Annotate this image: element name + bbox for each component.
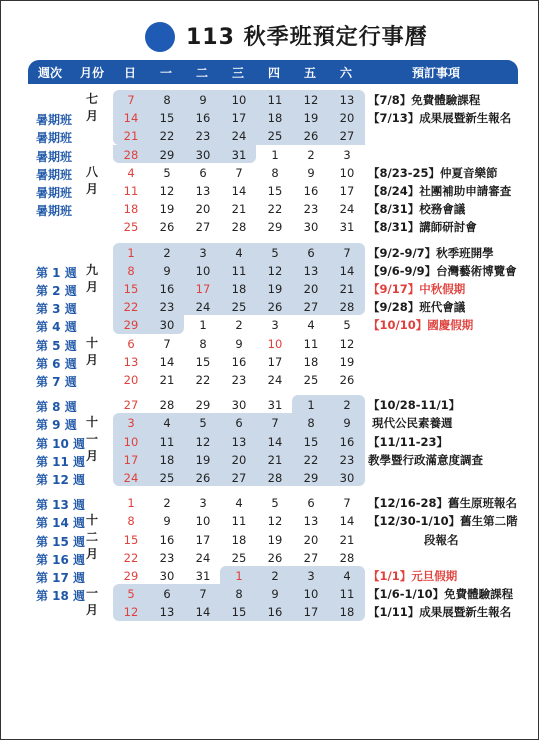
day-cell: 18 xyxy=(123,202,139,217)
day-cell: 7 xyxy=(163,336,171,351)
day-cell: 22 xyxy=(195,373,211,387)
day-cell: 21 xyxy=(339,532,355,547)
header-day: 日 xyxy=(124,66,137,80)
week-label: 暑期班 xyxy=(36,113,73,128)
header-day: 六 xyxy=(340,66,353,80)
day-cell: 25 xyxy=(123,220,139,235)
day-cell: 11 xyxy=(231,263,247,278)
day-cell: 4 xyxy=(235,245,243,260)
day-cell: 22 xyxy=(123,300,139,315)
day-cell: 13 xyxy=(195,184,211,198)
event-item: 【9/6-9/9】台灣藝術博覽會 xyxy=(368,263,517,278)
day-cell: 1 xyxy=(235,569,243,583)
day-cell: 16 xyxy=(267,605,283,620)
day-cell: 1 xyxy=(127,245,135,260)
week-label: 第 8 週 xyxy=(36,400,77,415)
day-cell: 19 xyxy=(339,354,355,369)
day-cell: 2 xyxy=(307,147,315,162)
day-cell: 1 xyxy=(199,318,207,333)
day-cell: 26 xyxy=(339,373,355,387)
day-cell: 3 xyxy=(343,147,351,162)
day-cell: 13 xyxy=(123,354,139,369)
day-cell: 22 xyxy=(303,452,319,467)
header-month: 月份 xyxy=(80,66,105,80)
event-item: 【8/31】講師研討會 xyxy=(368,220,477,235)
day-cell: 15 xyxy=(123,282,139,296)
week-label: 第 2 週 xyxy=(36,284,77,298)
day-cell: 19 xyxy=(303,111,319,126)
day-cell: 10 xyxy=(267,336,283,351)
day-cell: 25 xyxy=(303,373,319,387)
day-cell: 11 xyxy=(339,587,355,602)
day-cell: 31 xyxy=(339,220,355,235)
day-cell: 12 xyxy=(195,434,211,449)
event-item: 【8/23-25】仲夏音樂節 xyxy=(368,165,498,180)
header-day: 四 xyxy=(268,66,281,80)
day-cell: 30 xyxy=(195,147,211,162)
day-cell: 22 xyxy=(159,129,175,144)
event-item: 【1/11】成果展暨新生報名 xyxy=(368,605,512,620)
day-cell: 29 xyxy=(303,471,319,485)
week-label: 暑期班 xyxy=(36,167,73,182)
header-day: 三 xyxy=(232,66,245,80)
day-cell: 16 xyxy=(303,184,319,198)
day-cell: 8 xyxy=(307,416,315,431)
day-cell: 7 xyxy=(127,93,135,107)
day-cell: 20 xyxy=(123,373,139,387)
day-cell: 14 xyxy=(267,434,283,449)
day-cell: 23 xyxy=(159,300,175,315)
page-title: 113 秋季班預定行事曆 xyxy=(186,25,428,50)
week-label: 第 18 週 xyxy=(36,589,86,604)
day-cell: 14 xyxy=(159,354,175,369)
day-cell: 23 xyxy=(303,202,319,217)
day-cell: 26 xyxy=(303,129,319,144)
header-day: 一 xyxy=(160,66,173,80)
day-cell: 22 xyxy=(267,202,283,217)
event-item: 【9/2-9/7】秋季班開學 xyxy=(368,245,494,260)
day-cell: 8 xyxy=(163,93,171,107)
week-label: 第 15 週 xyxy=(36,534,86,549)
day-cell: 2 xyxy=(235,318,243,333)
day-cell: 18 xyxy=(303,354,319,369)
day-cell: 27 xyxy=(231,471,247,485)
day-cell: 24 xyxy=(339,202,355,217)
day-cell: 25 xyxy=(231,300,247,315)
day-cell: 21 xyxy=(159,373,175,387)
header-day: 五 xyxy=(304,66,317,80)
day-cell: 13 xyxy=(159,605,175,620)
day-cell: 1 xyxy=(127,496,135,511)
day-cell: 3 xyxy=(199,245,207,260)
week-label: 第 7 週 xyxy=(36,375,77,389)
day-cell: 8 xyxy=(235,587,243,602)
day-cell: 12 xyxy=(339,336,355,351)
day-cell: 29 xyxy=(267,220,283,235)
week-label: 第 13 週 xyxy=(36,498,86,513)
day-cell: 4 xyxy=(235,496,243,511)
day-cell: 31 xyxy=(267,398,283,413)
day-cell: 3 xyxy=(271,318,279,333)
day-cell: 20 xyxy=(303,532,319,547)
day-cell: 28 xyxy=(231,220,247,235)
event-item: 【7/8】免費體驗課程 xyxy=(368,93,481,107)
day-cell: 2 xyxy=(163,245,171,260)
week-label: 暑期班 xyxy=(36,131,73,146)
event-item: 【11/11-23】 xyxy=(368,434,448,449)
day-cell: 9 xyxy=(199,93,207,107)
day-cell: 5 xyxy=(199,416,207,431)
day-cell: 4 xyxy=(343,569,351,583)
day-cell: 17 xyxy=(231,111,247,126)
day-cell: 14 xyxy=(123,111,139,126)
day-cell: 21 xyxy=(339,282,355,296)
day-cell: 16 xyxy=(339,434,355,449)
day-cell: 12 xyxy=(123,605,139,620)
day-cell: 30 xyxy=(231,398,247,413)
day-cell: 23 xyxy=(339,452,355,467)
day-cell: 15 xyxy=(303,434,319,449)
day-cell: 2 xyxy=(271,569,279,583)
day-cell: 11 xyxy=(231,514,247,529)
day-cell: 18 xyxy=(231,532,247,547)
day-cell: 10 xyxy=(303,587,319,602)
day-cell: 30 xyxy=(339,471,355,485)
day-cell: 9 xyxy=(235,336,243,351)
day-cell: 21 xyxy=(123,129,139,144)
day-cell: 6 xyxy=(127,336,135,351)
day-cell: 17 xyxy=(195,282,211,296)
day-cell: 21 xyxy=(267,452,283,467)
day-cell: 22 xyxy=(123,550,139,565)
day-cell: 7 xyxy=(235,165,243,180)
day-cell: 27 xyxy=(303,300,319,315)
week-label: 第 5 週 xyxy=(36,338,77,353)
day-cell: 10 xyxy=(195,514,211,529)
day-cell: 28 xyxy=(339,300,355,315)
day-cell: 6 xyxy=(235,416,243,431)
day-cell: 19 xyxy=(159,202,175,217)
day-cell: 10 xyxy=(339,165,355,180)
day-cell: 31 xyxy=(195,569,211,583)
month-label: 一月 xyxy=(85,586,98,618)
day-cell: 19 xyxy=(267,282,283,296)
week-label: 第 4 週 xyxy=(36,320,77,335)
day-cell: 17 xyxy=(195,532,211,547)
day-cell: 6 xyxy=(163,587,171,602)
day-cell: 29 xyxy=(123,318,139,333)
day-cell: 6 xyxy=(307,496,315,511)
day-cell: 24 xyxy=(195,300,211,315)
day-cell: 4 xyxy=(127,165,135,180)
day-cell: 3 xyxy=(307,569,315,583)
day-cell: 19 xyxy=(195,452,211,467)
day-cell: 3 xyxy=(199,496,207,511)
day-cell: 4 xyxy=(163,416,171,431)
event-item: 【7/13】成果展暨新生報名 xyxy=(368,111,512,126)
day-cell: 14 xyxy=(339,263,355,278)
day-cell: 27 xyxy=(195,220,211,235)
day-cell: 15 xyxy=(267,184,283,198)
header-events: 預訂事項 xyxy=(412,66,461,80)
day-cell: 8 xyxy=(271,165,279,180)
day-cell: 28 xyxy=(339,550,355,565)
day-cell: 27 xyxy=(339,129,355,144)
week-label: 暑期班 xyxy=(36,204,73,219)
day-cell: 26 xyxy=(195,471,211,485)
day-cell: 9 xyxy=(163,263,171,278)
day-cell: 23 xyxy=(159,550,175,565)
month-label: 七月 xyxy=(85,92,98,123)
day-cell: 27 xyxy=(303,550,319,565)
day-cell: 1 xyxy=(307,398,315,413)
week-label: 第 1 週 xyxy=(36,265,77,280)
day-cell: 14 xyxy=(231,184,247,198)
day-cell: 25 xyxy=(267,129,283,144)
header-day: 二 xyxy=(196,66,209,80)
day-cell: 11 xyxy=(303,336,319,351)
day-cell: 5 xyxy=(127,587,135,602)
day-cell: 13 xyxy=(303,514,319,529)
day-cell: 16 xyxy=(159,532,175,547)
day-cell: 13 xyxy=(303,263,319,278)
day-cell: 7 xyxy=(199,587,207,602)
week-label: 第 11 週 xyxy=(36,454,86,469)
event-item: 【1/1】元旦假期 xyxy=(368,569,458,583)
day-cell: 7 xyxy=(271,416,279,431)
day-cell: 25 xyxy=(231,550,247,565)
day-cell: 24 xyxy=(123,471,139,485)
day-cell: 16 xyxy=(195,111,211,126)
event-item: 【9/17】中秋假期 xyxy=(368,282,466,296)
day-cell: 9 xyxy=(271,587,279,602)
day-cell: 7 xyxy=(343,245,351,260)
event-item: 段報名 xyxy=(368,532,459,547)
day-cell: 6 xyxy=(307,245,315,260)
day-cell: 6 xyxy=(199,165,207,180)
day-cell: 30 xyxy=(303,220,319,235)
day-cell: 12 xyxy=(303,93,319,107)
day-cell: 17 xyxy=(303,605,319,620)
day-cell: 26 xyxy=(159,220,175,235)
day-cell: 5 xyxy=(163,165,171,180)
day-cell: 16 xyxy=(231,354,247,369)
day-cell: 17 xyxy=(267,354,283,369)
day-cell: 18 xyxy=(159,452,175,467)
day-cell: 18 xyxy=(267,111,283,126)
day-cell: 12 xyxy=(159,184,175,198)
week-label: 第 14 週 xyxy=(36,516,86,531)
day-cell: 23 xyxy=(231,373,247,387)
day-cell: 20 xyxy=(303,282,319,296)
event-item: 【12/16-28】舊生原班報名 xyxy=(368,496,517,511)
event-item: 【12/30-1/10】舊生第二階 xyxy=(368,514,518,529)
day-cell: 9 xyxy=(307,165,315,180)
day-cell: 15 xyxy=(159,111,175,126)
week-label: 暑期班 xyxy=(36,186,73,200)
day-cell: 20 xyxy=(231,452,247,467)
week-label: 第 6 週 xyxy=(36,356,77,371)
day-cell: 9 xyxy=(343,416,351,431)
day-cell: 14 xyxy=(195,605,211,620)
day-cell: 2 xyxy=(343,398,351,413)
event-item: 【10/28-11/1】 xyxy=(368,398,461,413)
day-cell: 5 xyxy=(271,245,279,260)
day-cell: 13 xyxy=(231,434,247,449)
day-cell: 24 xyxy=(267,373,283,387)
event-item: 【8/31】校務會議 xyxy=(368,202,466,217)
header-week: 週次 xyxy=(38,66,63,80)
day-cell: 17 xyxy=(339,184,355,198)
day-cell: 5 xyxy=(343,318,351,333)
day-cell: 29 xyxy=(123,569,139,583)
week-label: 第 10 週 xyxy=(36,436,86,451)
day-cell: 8 xyxy=(199,336,207,351)
day-cell: 13 xyxy=(339,93,355,107)
day-cell: 18 xyxy=(231,282,247,296)
day-cell: 30 xyxy=(159,569,175,583)
day-cell: 10 xyxy=(231,93,247,107)
week-label: 第 17 週 xyxy=(36,571,86,585)
event-item: 現代公民素養週 xyxy=(368,416,453,431)
day-cell: 28 xyxy=(267,471,283,485)
week-label: 第 9 週 xyxy=(36,418,77,433)
week-label: 第 12 週 xyxy=(36,473,86,487)
day-cell: 26 xyxy=(267,550,283,565)
day-cell: 15 xyxy=(123,532,139,547)
day-cell: 20 xyxy=(339,111,355,126)
day-cell: 25 xyxy=(159,471,175,485)
day-cell: 9 xyxy=(163,514,171,529)
event-item: 【1/6-1/10】免費體驗課程 xyxy=(368,587,514,602)
day-cell: 19 xyxy=(267,532,283,547)
day-cell: 12 xyxy=(267,514,283,529)
day-cell: 2 xyxy=(163,496,171,511)
day-cell: 24 xyxy=(231,129,247,144)
day-cell: 10 xyxy=(123,434,139,449)
day-cell: 28 xyxy=(123,147,139,162)
event-item: 【8/24】社團補助申請審查 xyxy=(368,184,512,198)
day-cell: 8 xyxy=(127,263,135,278)
month-label: 八月 xyxy=(85,164,98,196)
day-cell: 26 xyxy=(267,300,283,315)
week-label: 第 3 週 xyxy=(36,302,77,317)
day-cell: 11 xyxy=(123,184,139,198)
month-label: 九月 xyxy=(85,262,98,294)
day-cell: 5 xyxy=(271,496,279,511)
day-cell: 11 xyxy=(159,434,175,449)
day-cell: 15 xyxy=(195,354,211,369)
event-item: 【10/10】國慶假期 xyxy=(368,318,474,333)
day-cell: 28 xyxy=(159,398,175,413)
title-dot-icon xyxy=(145,22,175,52)
day-cell: 11 xyxy=(267,93,283,107)
day-cell: 29 xyxy=(195,398,211,413)
day-cell: 10 xyxy=(195,263,211,278)
day-cell: 23 xyxy=(195,129,211,144)
day-cell: 30 xyxy=(159,318,175,333)
day-cell: 27 xyxy=(123,398,139,413)
day-cell: 18 xyxy=(339,605,355,620)
day-cell: 31 xyxy=(231,147,247,162)
day-cell: 15 xyxy=(231,605,247,620)
day-cell: 3 xyxy=(127,416,135,431)
day-cell: 21 xyxy=(231,202,247,217)
event-item: 教學暨行政滿意度調查 xyxy=(368,452,483,467)
event-item: 【9/28】班代會議 xyxy=(368,300,466,315)
month-label: 十二月 xyxy=(85,513,98,562)
day-cell: 17 xyxy=(123,452,139,467)
day-cell: 4 xyxy=(307,318,315,333)
day-cell: 14 xyxy=(339,514,355,529)
day-cell: 1 xyxy=(271,147,279,162)
day-cell: 20 xyxy=(195,202,211,217)
day-cell: 8 xyxy=(127,514,135,529)
week-label: 暑期班 xyxy=(36,149,73,164)
month-label: 十一月 xyxy=(85,415,98,464)
day-cell: 7 xyxy=(343,496,351,511)
month-label: 十月 xyxy=(85,335,98,367)
day-cell: 16 xyxy=(159,282,175,296)
week-label: 第 16 週 xyxy=(36,552,86,567)
day-cell: 12 xyxy=(267,263,283,278)
day-cell: 29 xyxy=(159,147,175,162)
day-cell: 24 xyxy=(195,550,211,565)
